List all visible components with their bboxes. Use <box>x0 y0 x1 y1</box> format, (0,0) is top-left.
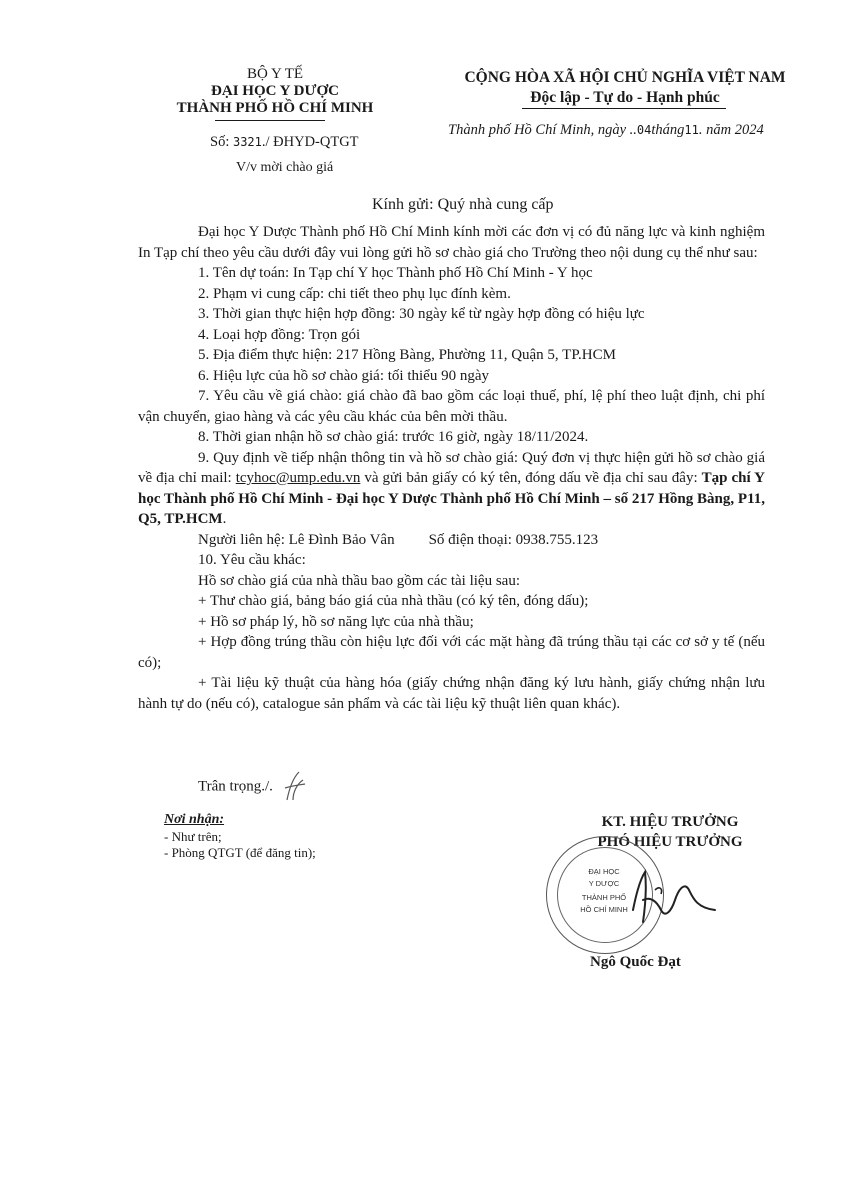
seal-text-2: Y DƯỢC <box>588 879 620 888</box>
requirement-3: + Hợp đồng trúng thầu còn hiệu lực đối với các mặt hàng đã trúng thầu tại các cơ sở y tế (nếu có); <box>138 634 765 671</box>
closing <box>198 770 309 804</box>
date-month: 11 <box>684 123 699 137</box>
seal-text-3: THÀNH PHỐ <box>581 893 627 902</box>
national-title: CỘNG HÒA XÃ HỘI CHỦ NGHĨA VIỆT NAM <box>464 69 786 86</box>
date-year: . năm 2024 <box>698 122 764 138</box>
document-number <box>210 134 359 151</box>
place-date <box>448 122 764 139</box>
contact-line <box>198 530 765 551</box>
recipients-block <box>164 812 316 862</box>
intro-paragraph: Đại học Y Dược Thành phố Hồ Chí Minh kính mời các đơn vị có đủ năng lực và kinh nghiệm In Tạp chí theo yêu cầu dưới đây vui lòng gửi hồ sơ chào giá cho Trường theo nội dung cụ thể như sau: <box>138 224 765 261</box>
contact-phone: Số điện thoại: 0938.755.123 <box>428 531 599 548</box>
university-name-line1: ĐẠI HỌC Y DƯỢC <box>211 83 339 99</box>
contact-person: Người liên hệ: Lê Đình Bảo Vân <box>198 531 395 548</box>
salutation: Kính gửi: Quý nhà cung cấp <box>372 196 554 213</box>
delivery-address: Tạp chí Y học Thành phố Hồ Chí Minh - Đại học Y Dược Thành phố Hồ Chí Minh – số 217 Hồng Bàng, P11, Q5, TP.HCM <box>138 470 765 527</box>
signer-name: Ngô Quốc Đạt <box>590 954 681 970</box>
signer-title-line1: KT. HIỆU TRƯỞNG <box>601 814 739 830</box>
national-header <box>430 68 820 108</box>
motto-underline <box>522 108 726 109</box>
item-4: 4. Loại hợp đồng: Trọn gói <box>198 326 361 343</box>
seal-text-4: HỒ CHÍ MINH <box>580 905 628 914</box>
item-1: 1. Tên dự toán: In Tạp chí Y học Thành phố Hồ Chí Minh - Y học <box>198 265 593 281</box>
issuer-block <box>150 66 400 117</box>
recipient-1: - Như trên; <box>164 828 222 844</box>
date-month-label: tháng <box>651 122 685 138</box>
requirement-2: + Hồ sơ pháp lý, hồ sơ năng lực của nhà thầu; <box>198 613 474 630</box>
seal-text-1: ĐẠI HỌC <box>588 867 620 876</box>
item-9 <box>138 448 765 530</box>
signer-title-line2: PHÓ HIỆU TRƯỞNG <box>597 834 743 850</box>
university-name-line2: THÀNH PHỐ HỒ CHÍ MINH <box>176 100 374 116</box>
item-7: 7. Yêu cầu về giá chào: giá chào đã bao gồm các loại thuế, phí, lệ phí theo luật định, chi phí vận chuyển, giao hàng và các yêu cầu khác của bên mời thầu. <box>138 388 765 425</box>
national-motto: Độc lập - Tự do - Hạnh phúc <box>530 89 720 106</box>
item-10-title: 10. Yêu cầu khác: <box>198 552 306 568</box>
doc-number-handwritten: 3321 <box>232 135 262 149</box>
item-5: 5. Địa điểm thực hiện: 217 Hồng Bàng, Phường 11, Quận 5, TP.HCM <box>198 347 616 363</box>
issuer-underline <box>215 120 325 121</box>
doc-number-suffix: ./ ĐHYD-QTGT <box>261 134 359 150</box>
item-6: 6. Hiệu lực của hồ sơ chào giá: tối thiểu 90 ngày <box>198 367 489 384</box>
place-date-prefix: Thành phố Hồ Chí Minh, ngày .. <box>448 122 637 138</box>
initial-mark-icon <box>279 770 309 804</box>
item-2: 2. Phạm vi cung cấp: chi tiết theo phụ lục đính kèm. <box>198 285 511 302</box>
email-link[interactable]: tcyhoc@ump.edu.vn <box>235 470 361 486</box>
closing-text: Trân trọng./. <box>198 778 273 795</box>
signature-icon <box>615 860 725 940</box>
requirement-4: + Tài liệu kỹ thuật của hàng hóa (giấy chứng nhận đăng ký lưu hành, giấy chứng nhận lưu hành tự do (nếu có), catalogue sản phẩm và các tài liệu kỹ thuật liên quan khác). <box>138 675 765 712</box>
item-8: 8. Thời gian nhận hồ sơ chào giá: trước 16 giờ, ngày 18/11/2024. <box>198 429 589 445</box>
document-subject: V/v mời chào giá <box>236 160 334 175</box>
item-9-text: 9. Quy định về tiếp nhận thông tin và hồ sơ chào giá: Quý đơn vị thực hiện gửi hồ sơ chào giá về địa chỉ mail: <box>138 449 765 486</box>
item-3: 3. Thời gian thực hiện hợp đồng: 30 ngày kể từ ngày hợp đồng có hiệu lực <box>198 306 645 322</box>
date-day: 04 <box>636 123 652 137</box>
item-10-intro: Hồ sơ chào giá của nhà thầu bao gồm các tài liệu sau: <box>198 572 520 589</box>
item-9-text-2: và gửi bản giấy có ký tên, đóng dấu về địa chỉ sau đây: <box>360 470 702 486</box>
address-end: . <box>222 511 227 527</box>
doc-number-prefix: Số: <box>210 134 233 150</box>
recipient-2: - Phòng QTGT (để đăng tin); <box>164 845 316 860</box>
letter-body <box>138 222 765 714</box>
requirement-1: + Thư chào giá, bảng báo giá của nhà thầu (có ký tên, đóng dấu); <box>198 593 589 609</box>
recipients-title: Nơi nhận: <box>164 812 225 827</box>
ministry-name: BỘ Y TẾ <box>246 66 304 82</box>
